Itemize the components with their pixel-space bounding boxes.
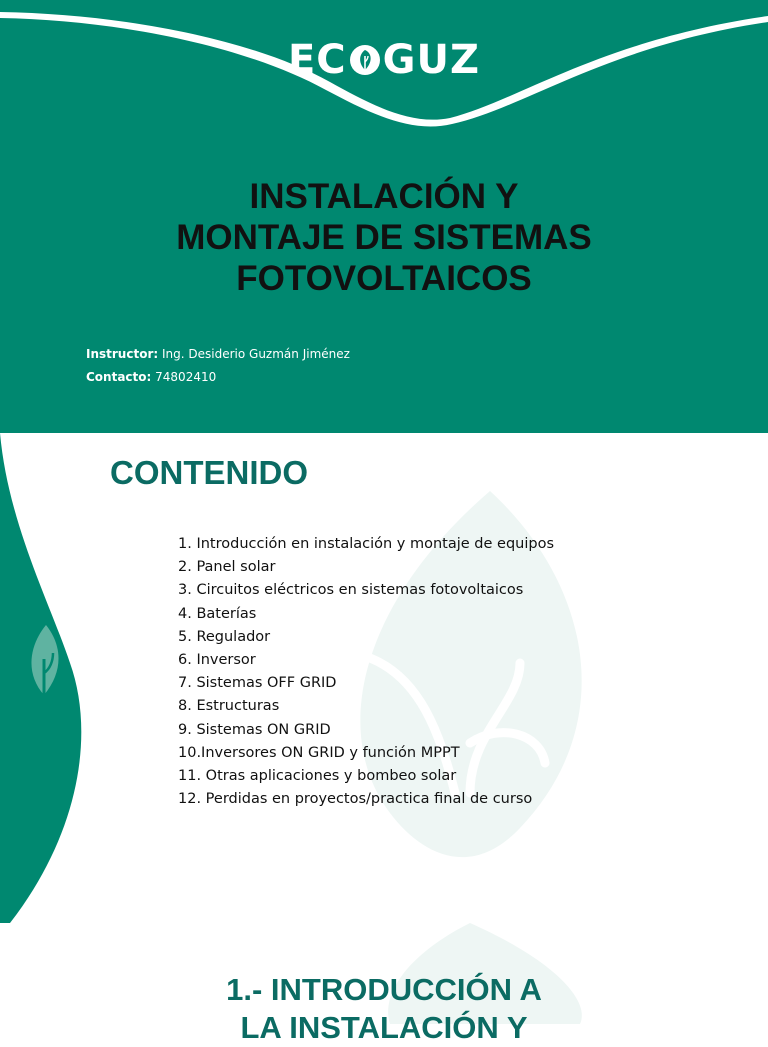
contact-number: 74802410	[155, 370, 217, 384]
title-slide	[0, 0, 768, 433]
course-title-line: INSTALACIÓN Y	[249, 177, 519, 216]
course-title	[40, 176, 728, 299]
contents-item: 4. Baterías	[178, 605, 257, 622]
logo-text-prefix: EC	[287, 37, 347, 83]
contents-item: 1. Introducción en instalación y montaje de equipos	[178, 536, 555, 552]
contact-line	[86, 369, 216, 385]
contents-title: CONTENIDO	[110, 454, 308, 491]
section-title	[120, 971, 648, 1047]
logo-text-suffix: GUZ	[382, 37, 480, 83]
contents-item: 6. Inversor	[178, 651, 256, 668]
contact-label: Contacto:	[86, 370, 152, 384]
section-slide	[0, 923, 768, 1045]
instructor-line	[86, 346, 350, 362]
contents-slide	[0, 433, 768, 923]
contents-item: 5. Regulador	[178, 628, 271, 645]
ecoguz-logo	[0, 38, 768, 82]
contents-item: 9. Sistemas ON GRID	[178, 721, 331, 738]
contents-item: 10.Inversores ON GRID y función MPPT	[178, 744, 460, 761]
contents-item: 7. Sistemas OFF GRID	[178, 675, 337, 692]
leaf-icon	[348, 43, 382, 77]
instructor-label: Instructor:	[86, 347, 159, 361]
course-title-line: MONTAJE DE SISTEMAS	[176, 218, 592, 257]
instructor-name: Ing. Desiderio Guzmán Jiménez	[162, 347, 350, 361]
contents-item: 2. Panel solar	[178, 559, 276, 576]
section-title-line: LA INSTALACIÓN Y	[240, 1010, 528, 1045]
contents-item: 11. Otras aplicaciones y bombeo solar	[178, 767, 457, 784]
section-title-line: 1.- INTRODUCCIÓN A	[226, 972, 542, 1007]
contents-list	[178, 533, 554, 811]
contents-item: 12. Perdidas en proyectos/practica final de curso	[178, 791, 533, 808]
contents-item: 3. Circuitos eléctricos en sistemas fotovoltaicos	[178, 582, 524, 599]
contents-item: 8. Estructuras	[178, 698, 280, 715]
course-title-line: FOTOVOLTAICOS	[236, 259, 532, 298]
